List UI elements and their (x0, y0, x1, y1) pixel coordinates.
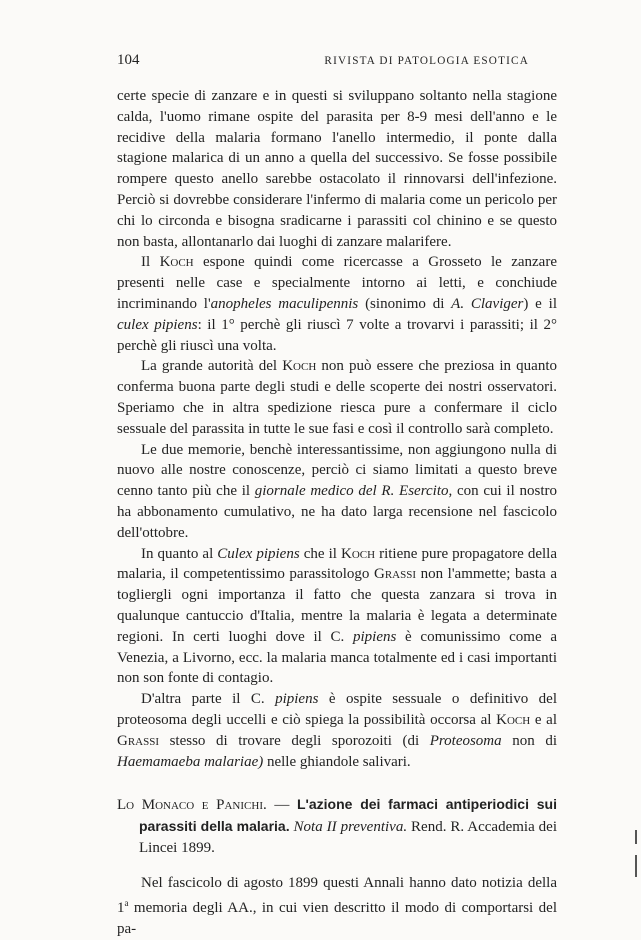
name-grassi: Grassi (117, 732, 160, 749)
species-claviger: A. Claviger (451, 295, 524, 312)
paragraph-1-text: certe specie di zanzare e in questi si sviluppano soltanto nella stagione calda, l'uomo rimane ospite del parasita per 8-9 mesi dell'anno e le recidive della malaria formano l'anello intermedio, il ponte dalla stagione malarica di un anno a quella del successivo. Se fosse possibile rompere questo anello sarebbe ostacolato il rinnovarsi dell'infezione. Perciò si dovrebbe considerare l'infermo di malaria come un pericolo per chi lo circonda e bisogna sradicarne i parassiti col chinino e se questo non basta, allontanarlo dai luoghi di zanzare malarifere. (117, 88, 557, 250)
name-koch: Koch (282, 358, 317, 375)
species-culex: Culex pipiens (217, 545, 300, 562)
paragraph-7: Nel fascicolo di agosto 1899 questi Annali hanno dato notizia della 1$^a$ memoria degli AA., in cui vien descritto il modo di comportarsi del pa- (117, 874, 557, 938)
species-pipiens: pipiens (275, 691, 319, 708)
species-culex: culex pipiens (117, 316, 198, 333)
review-source: Rend. R. Accademia dei Lincei 1899. (139, 819, 557, 856)
paragraph-2: Il Koch espone quindi come ricercasse a Grosseto le zanzare presenti nelle case e specialmente intorno ai letti, e conchiude incriminando l'anopheles maculipennis (sinonimo di A. Claviger) e il culex pipiens: il 1° perchè gli riuscì 7 volte a trovarvi i parassiti; il 2° perchè gli riuscì una volta. (117, 254, 557, 354)
paragraph-4: Le due memorie, benchè interessantissime, non aggiungono nulla di nuovo alle nostre conoscenze, perciò ci siamo limitati a questo breve cenno tanto più che il giornale medico del R. Esercito, con cui il nostro ha abbonamento cumulativo, ne ha dato larga recensione nel fascicolo dell'ottobre. (117, 441, 557, 541)
review-note: Nota II preventiva. (289, 819, 408, 836)
page (117, 52, 557, 940)
section-gap (117, 772, 557, 794)
paragraph-5: In quanto al Culex pipiens che il Koch ritiene pure propagatore della malaria, il competentissimo parassitologo Grassi non l'ammette; basta a togliergli ogni importanza il fatto che questa zanzara si trova in qualunque cantuccio d'Italia, mentre la malaria è legata a determinate regioni. In certi luoghi dove il C. pipiens è comunissimo come a Venezia, a Livorno, ecc. la malaria manca totalmente ed i casi importanti non son fonte di contagio. (117, 545, 557, 687)
name-grassi: Grassi (374, 566, 417, 583)
running-title: RIVISTA DI PATOLOGIA ESOTICA (324, 55, 529, 67)
name-koch: Koch (340, 545, 376, 562)
scan-edge-marks (635, 800, 639, 900)
species-anopheles: anopheles maculipennis (210, 295, 359, 312)
journal-title: giornale medico del R. Esercito (254, 483, 449, 500)
paragraph-3: La grande autorità del Koch non può essere che preziosa in quanto conferma buona parte degli studi e delle scoperte dei nostri osservatori. Speriamo che in altra spedizione riesca pure a confermare il ciclo sessuale del parassita in tutte le sue fasi e così il controllo sarà completo. (117, 358, 557, 437)
paragraph-1 (117, 86, 557, 252)
name-koch: Koch (159, 254, 194, 271)
page-number: 104 (117, 52, 140, 68)
paragraph-6: D'altra parte il C. pipiens è ospite sessuale o definitivo del proteosoma degli uccelli e ciò spiega la possibilità occorsa al Koch e al Grassi stesso di trovare degli sporozoiti (di Proteosoma non di Haemamaeba malariae) nelle ghiandole salivari. (117, 691, 557, 770)
superscript-a: a (124, 898, 129, 909)
name-koch: Koch (496, 711, 531, 728)
review-title: L'azione dei farmaci antiperiodici sui parassiti della malaria. (139, 796, 557, 835)
genus-proteosoma: Proteosoma (429, 732, 502, 749)
running-header (117, 52, 557, 86)
species-pipiens: pipiens (352, 628, 397, 645)
species-haemamaeba: Haemamaeba malariae) (117, 753, 264, 770)
review-authors: Lo Monaco e Panichi. (117, 797, 267, 814)
review-citation: Lo Monaco e Panichi. — L'azione dei farmaci antiperiodici sui parassiti della malaria. Nota II preventiva. Rend. R. Accademia dei Lincei 1899. (117, 796, 557, 856)
